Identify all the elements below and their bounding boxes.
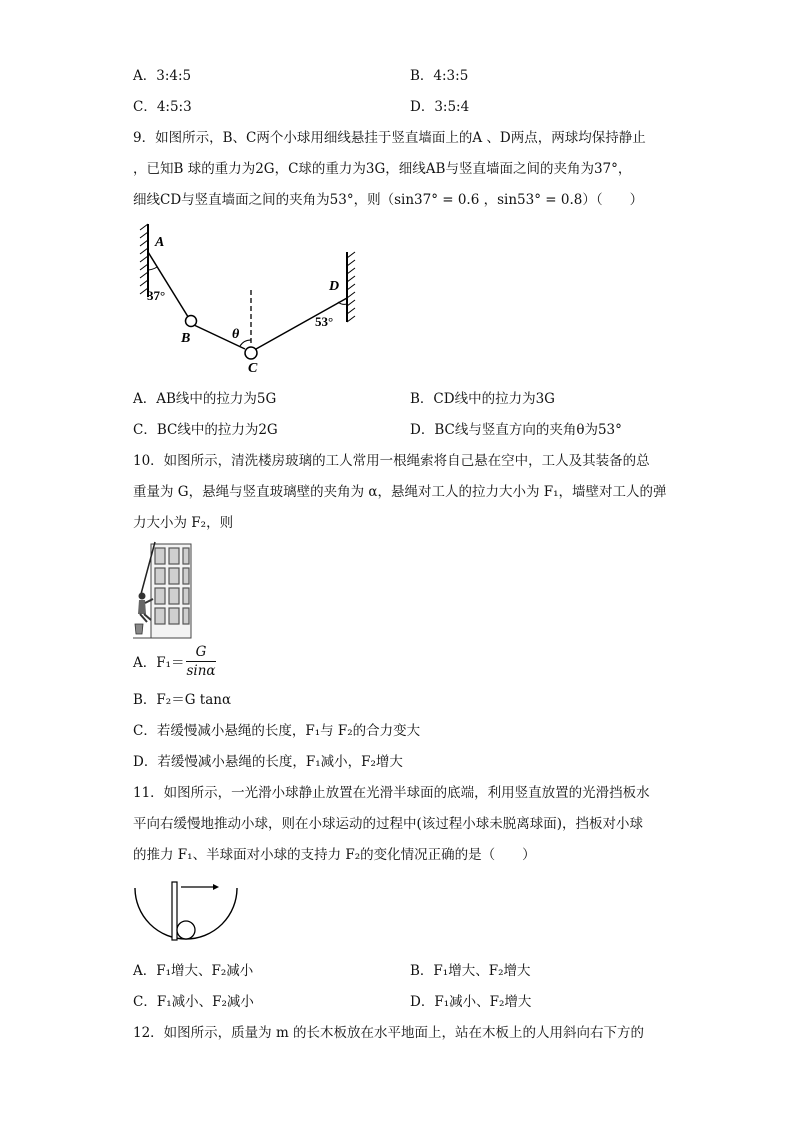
q11-option-b: B．F₁增大、F₂增大 bbox=[410, 963, 531, 979]
fraction-bar bbox=[186, 661, 216, 662]
q8-option-d: D．3:5:4 bbox=[410, 99, 470, 115]
ball-b bbox=[186, 316, 197, 327]
q9-option-a: A．AB线中的拉力为5G bbox=[133, 391, 277, 407]
q11-option-c: C．F₁减小、F₂减小 bbox=[133, 994, 254, 1010]
small-ball bbox=[177, 921, 195, 939]
q11-hemisphere-figure bbox=[133, 878, 239, 948]
ball-c bbox=[245, 347, 257, 359]
q11-stem-line2: 平向右缓慢地推动小球，则在小球运动的过程中(该过程小球未脱离球面)，挡板对小球 bbox=[133, 816, 644, 832]
q10-stem-line2: 重量为 G，悬绳与竖直玻璃壁的夹角为 α，悬绳对工人的拉力大小为 F₁，墙壁对工人的弹 bbox=[133, 484, 667, 500]
q9-option-b: B．CD线中的拉力为3G bbox=[410, 391, 555, 407]
q9-figure bbox=[135, 222, 365, 376]
fraction-numerator: G bbox=[195, 644, 207, 660]
label-theta: θ bbox=[232, 327, 240, 342]
q10-option-a-prefix: A．F₁＝ bbox=[133, 655, 185, 671]
q9-option-d: D．BC线与竖直方向的夹角θ为53° bbox=[410, 422, 622, 438]
q11-option-a: A．F₁增大、F₂减小 bbox=[133, 963, 254, 979]
left-wall-hatch bbox=[140, 224, 148, 294]
q10-stem-line1: 10．如图所示，清洗楼房玻璃的工人常用一根绳索将自己悬在空中，工人及其装备的总 bbox=[133, 453, 650, 469]
label-37: 37° bbox=[147, 288, 166, 303]
q9-option-c: C．BC线中的拉力为2G bbox=[133, 422, 278, 438]
q10-window-washer-figure bbox=[133, 542, 193, 640]
label-53: 53° bbox=[315, 314, 334, 329]
string-ab bbox=[148, 252, 190, 320]
label-c: C bbox=[248, 361, 258, 376]
angle-arc-37 bbox=[148, 267, 157, 270]
baffle-plate bbox=[172, 882, 177, 940]
label-b: B bbox=[181, 331, 191, 346]
q10-option-d: D．若缓慢减小悬绳的长度，F₁减小，F₂增大 bbox=[133, 754, 403, 770]
q11-option-d: D．F₁减小、F₂增大 bbox=[410, 994, 532, 1010]
string-cd bbox=[256, 298, 347, 349]
label-a: A bbox=[155, 235, 165, 250]
angle-arc-theta bbox=[240, 340, 251, 346]
right-wall-hatch bbox=[347, 252, 355, 322]
push-arrow-head bbox=[213, 884, 219, 890]
q9-stem-line3: 细线CD与竖直墙面之间的夹角为53°，则（sin37° = 0.6 ，sin53° = 0.8）（ ） bbox=[133, 192, 644, 208]
q8-option-a: A．3:4:5 bbox=[133, 68, 192, 84]
q9-stem-line1: 9．如图所示，B、C两个小球用细线悬挂于竖直墙面上的A 、D两点，两球均保持静止 bbox=[133, 130, 646, 146]
fraction-denominator: sinα bbox=[186, 663, 216, 679]
q11-stem-line3: 的推力 F₁、半球面对小球的支持力 F₂的变化情况正确的是（ ） bbox=[133, 847, 536, 863]
q10-stem-line3: 力大小为 F₂，则 bbox=[133, 515, 234, 531]
q8-option-c: C．4:5:3 bbox=[133, 99, 192, 115]
q10-option-a-fraction bbox=[186, 644, 216, 679]
q10-option-c: C．若缓慢减小悬绳的长度，F₁与 F₂的合力变大 bbox=[133, 723, 421, 739]
q10-option-b: B．F₂＝G tanα bbox=[133, 692, 232, 708]
q12-stem-line1: 12．如图所示，质量为 m 的长木板放在水平地面上，站在木板上的人用斜向右下方的 bbox=[133, 1025, 645, 1041]
q8-option-b: B．4:3:5 bbox=[410, 68, 469, 84]
q9-stem-line2: ，已知B 球的重力为2G，C球的重力为3G，细线AB与竖直墙面之间的夹角为37°， bbox=[133, 161, 632, 177]
label-d: D bbox=[329, 279, 340, 294]
q11-stem-line1: 11．如图所示，一光滑小球静止放置在光滑半球面的底端，利用竖直放置的光滑挡板水 bbox=[133, 785, 650, 801]
